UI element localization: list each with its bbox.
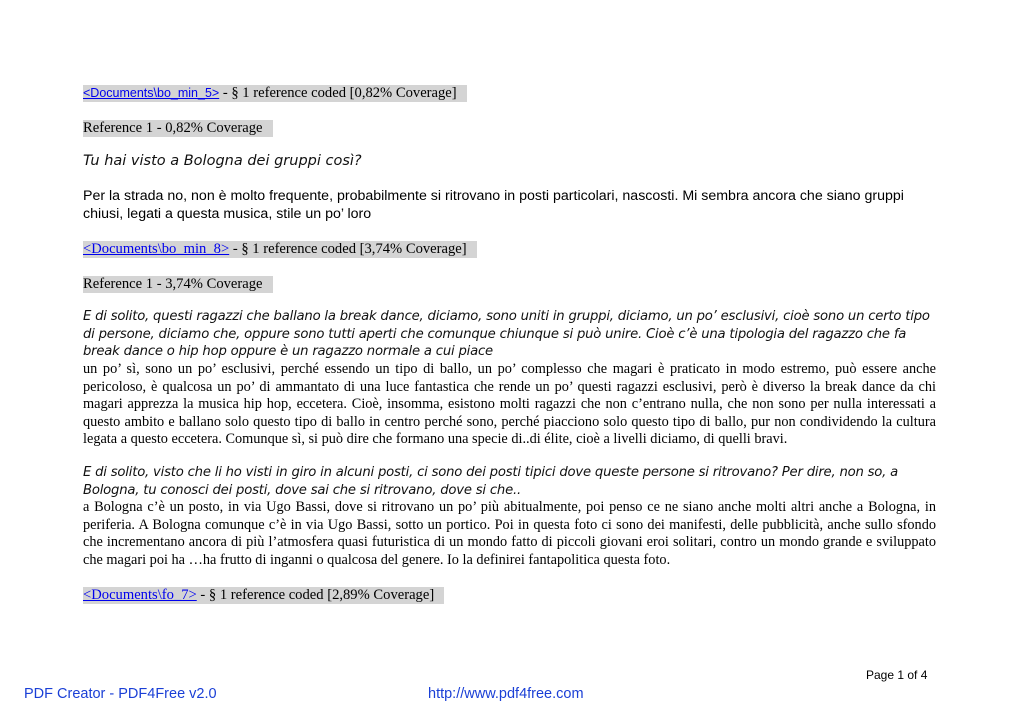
- interview-answer: un po’ sì, sono un po’ esclusivi, perché essendo un tipo di ballo, un po’ complesso che magari è praticato in modo estremo, può essere anche pericoloso, è qualcosa un po’ di ammantato di una luce fantastica che rende un po’ questi ragazzi esclusivi, però è diverso la break dance da chi magari apprezza la musica hip hop, eccetera. Cioè, insomma, esistono molti ragazzi che non c’entrano nulla, che non sono per nulla interessati a questo ambito e ballano solo questo tipo di ballo in centro perché sono, perché piacciono solo questo tipo di ballo, pur non condividendo la cultura legata a questo eccetera. Comunque sì, si può dire che formano una specie di..di élite, cioè a livelli diciamo, di quelli bravi.: [83, 361, 936, 448]
- document-header-bo-min-5: [83, 84, 467, 102]
- document-link-bo-min-8[interactable]: <Documents\bo_min_8>: [83, 241, 230, 257]
- interview-answer: Per la strada no, non è molto frequente, probabilmente si ritrovano in posti particolari, nascosti. Mi sembra ancora che siano gruppi chiusi, legati a questa musica, stile un po’ loro: [83, 188, 904, 222]
- interview-question: E di solito, questi ragazzi che ballano la break dance, diciamo, sono uniti in gruppi, diciamo, un po’ esclusivi, cioè sono un certo tipo di persone, diciamo che, oppure sono tutti aperti che comunque chiunque si può unire. Cioè c’è una tipologia del ragazzo che fa break dance o hip hop oppure è un ragazzo normale a cui piace: [83, 309, 930, 359]
- interview-answer: a Bologna c’è un posto, in via Ugo Bassi, dove si ritrovano un po’ più abitualmente, poi penso ce ne siano anche molti altri anche a Bologna, in periferia. A Bologna comunque c’è in via Ugo Bassi, sotto un portico. Poi in questa foto ci sono dei manifesti, delle pubblicità, anche sullo sfondo che incrementano ancora di più l’atmosfera quasi futuristica di un mondo fatto di piccoli giovani eroi solitari, contro un mondo grande e sviluppato che magari poi ha …ha frutto di inganni o qualcosa del genere. Io la definirei fantapolitica questa foto.: [83, 499, 936, 568]
- document-header-bo-min-8: [83, 240, 477, 258]
- interview-question: Tu hai visto a Bologna dei gruppi così?: [83, 153, 362, 169]
- reference-label-text: Reference 1 - 0,82% Coverage: [83, 120, 273, 137]
- reference-label: [83, 119, 273, 137]
- reference-label: [83, 275, 273, 293]
- interview-question: E di solito, visto che li ho visti in giro in alcuni posti, ci sono dei posti tipici dove queste persone si ritrovano? Per dire, non so, a Bologna, tu conosci dei posti, dove sai che si ritrovano, dove si che..: [83, 465, 899, 498]
- document-header-highlight: [83, 241, 477, 258]
- document-header-highlight: [83, 587, 444, 604]
- coded-summary: - § 1 reference coded [3,74% Coverage]: [229, 241, 467, 257]
- document-header-fo-7: [83, 586, 444, 604]
- document-link-fo-7[interactable]: <Documents\fo_7>: [83, 587, 197, 603]
- coded-summary: - § 1 reference coded [0,82% Coverage]: [219, 85, 457, 101]
- reference-label-text: Reference 1 - 3,74% Coverage: [83, 276, 273, 293]
- document-header-highlight: [83, 85, 467, 102]
- footer-url-link[interactable]: http://www.pdf4free.com: [428, 686, 584, 702]
- footer-creator-link[interactable]: PDF Creator - PDF4Free v2.0: [24, 686, 217, 702]
- page-number: Page 1 of 4: [866, 668, 928, 682]
- document-link-bo-min-5[interactable]: <Documents\bo_min_5>: [83, 86, 220, 100]
- coded-summary: - § 1 reference coded [2,89% Coverage]: [196, 587, 435, 603]
